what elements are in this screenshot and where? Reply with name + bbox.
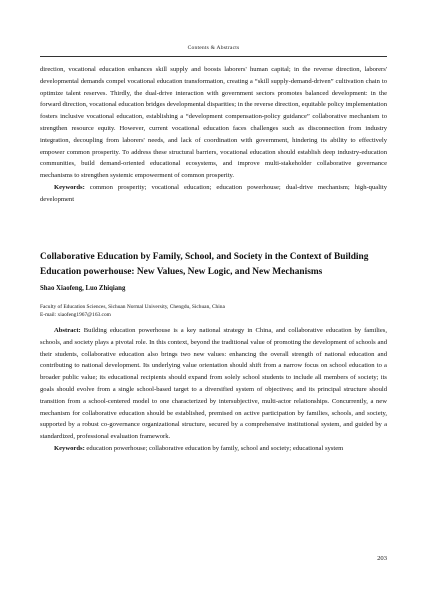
article2-affiliation: Faculty of Education Sciences, Sichuan Normal University, Chengdu, Sichuan, China [40, 304, 225, 310]
article1-keywords-label: Keywords: [54, 183, 85, 191]
article2-keywords-label: Keywords: [54, 444, 85, 452]
article1-keywords [40, 182, 387, 206]
article2-email: E-mail: xiaofeng1967@163.com [40, 312, 111, 319]
article2-keywords-text: education powerhouse; collaborative education by family, school and society; educational system [84, 444, 344, 452]
running-header: Contents & Abstracts [187, 45, 240, 51]
article1-abstract-text: direction, vocational education enhances skill supply and boosts laborers' human capital; in the reverse direction, laborers' developmental demands compel vocational education transformation, creating a “skill supply-demand-driven” cultivation chain to optimize talent reserves. Thirdly, the dual-drive interaction with government sectors promotes balanced development: in the forward direction, vocational education bridges developmental disparities; in the reverse direction, equitable policy implementation fosters inclusive vocational education, establishing a “development compensation-policy guidance” collaborative mechanism to strengthen resource equity. However, current vocational education faces challenges such as disconnection from industry integration, decoupling from laborers' needs, and lack of coordination with government, hindering its ability to effectively empower common prosperity. To address these structural barriers, vocational education should establish deep industry-education communities, build demand-oriented educational ecosystems, and improve multi-stakeholder collaborative governance mechanisms to strengthen systemic empowerment of common prosperity. [40, 66, 387, 180]
article2-affiliation-block [40, 303, 387, 320]
article1-keywords-text: common prosperity; vocational education; education powerhouse; dual-drive mechanism; high-quality development [40, 183, 387, 203]
header-rule [40, 56, 387, 57]
article2-abstract [40, 325, 387, 443]
article2-keywords [40, 443, 387, 455]
article2-title: Collaborative Education by Family, School, and Society in the Context of Building Education powerhouse: New Values, New Logic, and New Mechanisms [40, 252, 369, 277]
article2-authors: Shao Xiaofeng, Luo Zhiqiang [40, 285, 126, 292]
article2-abstract-label: Abstract: [54, 327, 81, 334]
page-number: 203 [377, 555, 387, 562]
article2-abstract-text: Building education powerhouse is a key national strategy in China, and collaborative education by families, schools, and society plays a pivotal role. In this context, beyond the traditional value of promoting the development of schools and their students, collaborative education also brings two new values: enhancing the overall strength of national education and contributing to national development. Its underlying value orientation should shift from a narrow focus on school education to a broader public value; its educational recipients should expand from solely school students to include all members of society; its goals should evolve from a single school-based target to a diversified system of objectives; and its principal structure should transition from a school-centered model to one characterized by intersubjective, multi-actor relationships. Concurrently, a new mechanism for collaborative education should be established, premised on active participation by families, schools, and society, supported by a robust co-governance organizational structure, secured by a comprehensive institutional system, and guided by a standardized, professional evaluation framework. [40, 327, 387, 441]
article1-abstract-continuation [40, 64, 387, 206]
article2-abstract-block [40, 325, 387, 455]
